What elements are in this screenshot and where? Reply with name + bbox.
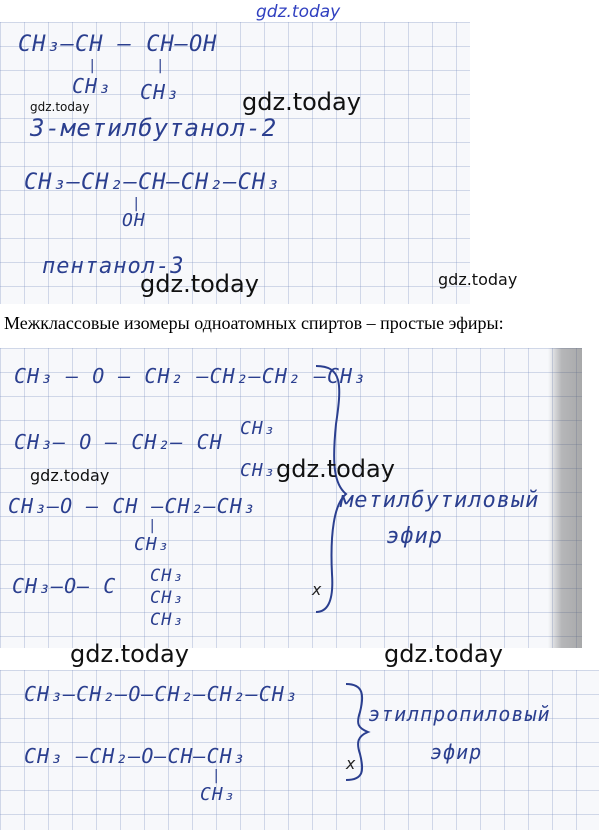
formula-bond: | [212, 768, 222, 784]
ether-group-name: эфир [430, 740, 483, 764]
formula-bond: | [156, 58, 166, 74]
formula-pentanol-3: CH₃–CH₂–CH–CH₂–CH₃ [24, 170, 281, 195]
formula-ether-3: CH₃–O – CH –CH₂–CH₃ [8, 494, 256, 518]
formula-substituent: CH₃ [134, 534, 170, 555]
formula-bond: | [148, 518, 158, 534]
formula-ether-6: CH₃ –CH₂–O–CH–CH₃ [24, 744, 246, 768]
formula-substituent: CH₃ [200, 784, 236, 805]
page-fold-shadow [548, 348, 582, 648]
formula-ether-2: CH₃– O – CH₂– CH [14, 430, 223, 454]
ether-group-name: этилпропиловый [368, 702, 551, 726]
formula-substituent: OH [122, 210, 146, 231]
watermark: gdz.today [384, 640, 503, 668]
notebook-photo-alcohols [0, 22, 470, 304]
notebook-photo-methylbutyl-ethers [0, 348, 582, 648]
formula-substituent: CH₃ [140, 80, 180, 104]
formula-branch: CH₃ [150, 610, 184, 630]
formula-ether-5: CH₃–CH₂–O–CH₂–CH₂–CH₃ [24, 682, 298, 706]
cursor-mark: x [312, 580, 323, 599]
notebook-photo-ethylpropyl-ethers [0, 670, 599, 830]
watermark: gdz.today [438, 270, 518, 289]
watermark: gdz.today [256, 2, 341, 22]
formula-ether-1: CH₃ – O – CH₂ –CH₂–CH₂ –CH₃ [14, 364, 367, 388]
cursor-mark: x [346, 754, 357, 773]
formula-substituent: CH₃ [72, 74, 112, 98]
formula-branch: CH₃ [240, 418, 276, 439]
formula-ether-4: CH₃–O– C [12, 574, 117, 598]
watermark: gdz.today [70, 640, 189, 668]
ether-group-name: эфир [386, 524, 443, 549]
watermark: gdz.today [276, 455, 395, 483]
formula-3-methylbutanol-2: CH₃–CH – CH–OH [18, 32, 218, 57]
watermark: gdz.today [30, 100, 90, 114]
ether-group-name: метилбутиловый [340, 488, 540, 513]
formula-bond: | [132, 196, 142, 212]
formula-branch: CH₃ [150, 588, 184, 608]
compound-name-1: 3-метилбутанол-2 [30, 114, 278, 142]
section-caption: Межклассовые изомеры одноатомных спиртов – простые эфиры: [4, 313, 504, 333]
compound-name-2: пентанол-3 [42, 254, 185, 279]
watermark: gdz.today [30, 466, 110, 485]
formula-branch: CH₃ [150, 566, 184, 586]
formula-branch: CH₃ [240, 460, 276, 481]
watermark: gdz.today [242, 88, 361, 116]
formula-bond: | [88, 58, 98, 74]
watermark: gdz.today [140, 270, 259, 298]
